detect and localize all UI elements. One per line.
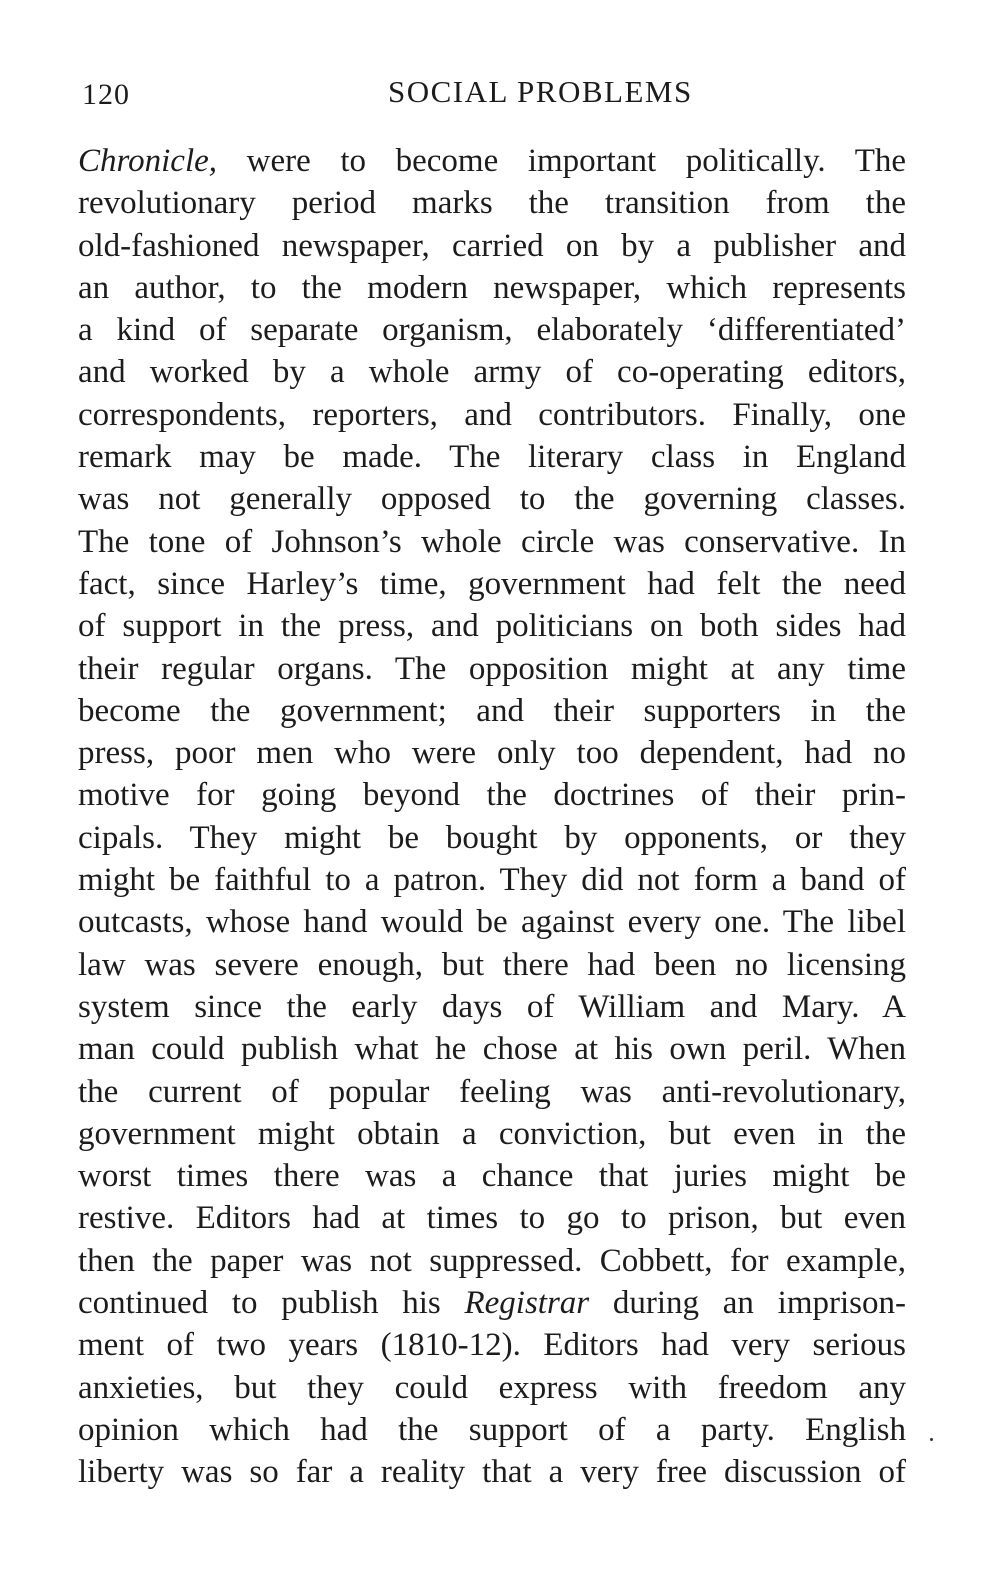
italic-title: Chronicle,	[78, 143, 218, 179]
text-line: liberty was so far a reality that a very free discussion of	[78, 1454, 906, 1491]
text-line: law was severe enough, but there had been no licensing	[78, 946, 906, 983]
text-line: continued to publish his Registrar during an imprison-	[78, 1285, 906, 1322]
text-line: Chronicle, were to become important politically. The	[78, 143, 906, 179]
text-line: then the paper was not suppressed. Cobbett, for example,	[78, 1242, 906, 1279]
text-line: motive for going beyond the doctrines of their prin-	[78, 777, 906, 814]
text-line: and worked by a whole army of co-operating editors,	[78, 354, 906, 391]
text-line: The tone of Johnson’s whole circle was conservative. In	[78, 523, 906, 560]
text-line: the current of popular feeling was anti-revolutionary,	[78, 1073, 906, 1110]
text-line: become the government; and their supporters in the	[78, 692, 906, 729]
text-line: restive. Editors had at times to go to prison, but even	[78, 1200, 906, 1237]
running-title: SOCIAL PROBLEMS	[388, 74, 693, 109]
text-line: remark may be made. The literary class in England	[78, 439, 906, 476]
running-head	[78, 74, 906, 114]
body-text	[78, 140, 906, 1494]
text-line: a kind of separate organism, elaborately ‘differentiated’	[78, 312, 906, 349]
text-line: opinion which had the support of a party. English	[78, 1411, 906, 1448]
text-line: government might obtain a conviction, but even in the	[78, 1115, 906, 1152]
text-line: outcasts, whose hand would be against every one. The libel	[78, 904, 906, 941]
margin-speck	[930, 1438, 933, 1441]
text-line: might be faithful to a patron. They did not form a band of	[78, 862, 906, 899]
page-number: 120	[82, 78, 130, 111]
text-line: system since the early days of William and Mary. A	[78, 988, 906, 1025]
italic-title: Registrar	[464, 1285, 590, 1322]
text-line: of support in the press, and politicians on both sides had	[78, 608, 906, 645]
text-line: was not generally opposed to the governing classes.	[78, 481, 906, 518]
text-line: man could publish what he chose at his own peril. When	[78, 1031, 906, 1068]
text-line: cipals. They might be bought by opponents, or they	[78, 819, 906, 856]
text-line: worst times there was a chance that juries might be	[78, 1158, 906, 1195]
text-line: correspondents, reporters, and contributors. Finally, one	[78, 396, 906, 433]
text-line: revolutionary period marks the transition from the	[78, 185, 906, 222]
text-line: anxieties, but they could express with freedom any	[78, 1369, 906, 1406]
text-line: their regular organs. The opposition might at any time	[78, 650, 906, 687]
text-line: ment of two years (1810-12). Editors had very serious	[78, 1327, 906, 1364]
text-line: old-fashioned newspaper, carried on by a publisher and	[78, 227, 906, 264]
text-line: press, poor men who were only too dependent, had no	[78, 735, 906, 772]
text-line: an author, to the modern newspaper, which represents	[78, 269, 906, 306]
text-line: fact, since Harley’s time, government had felt the need	[78, 565, 906, 602]
